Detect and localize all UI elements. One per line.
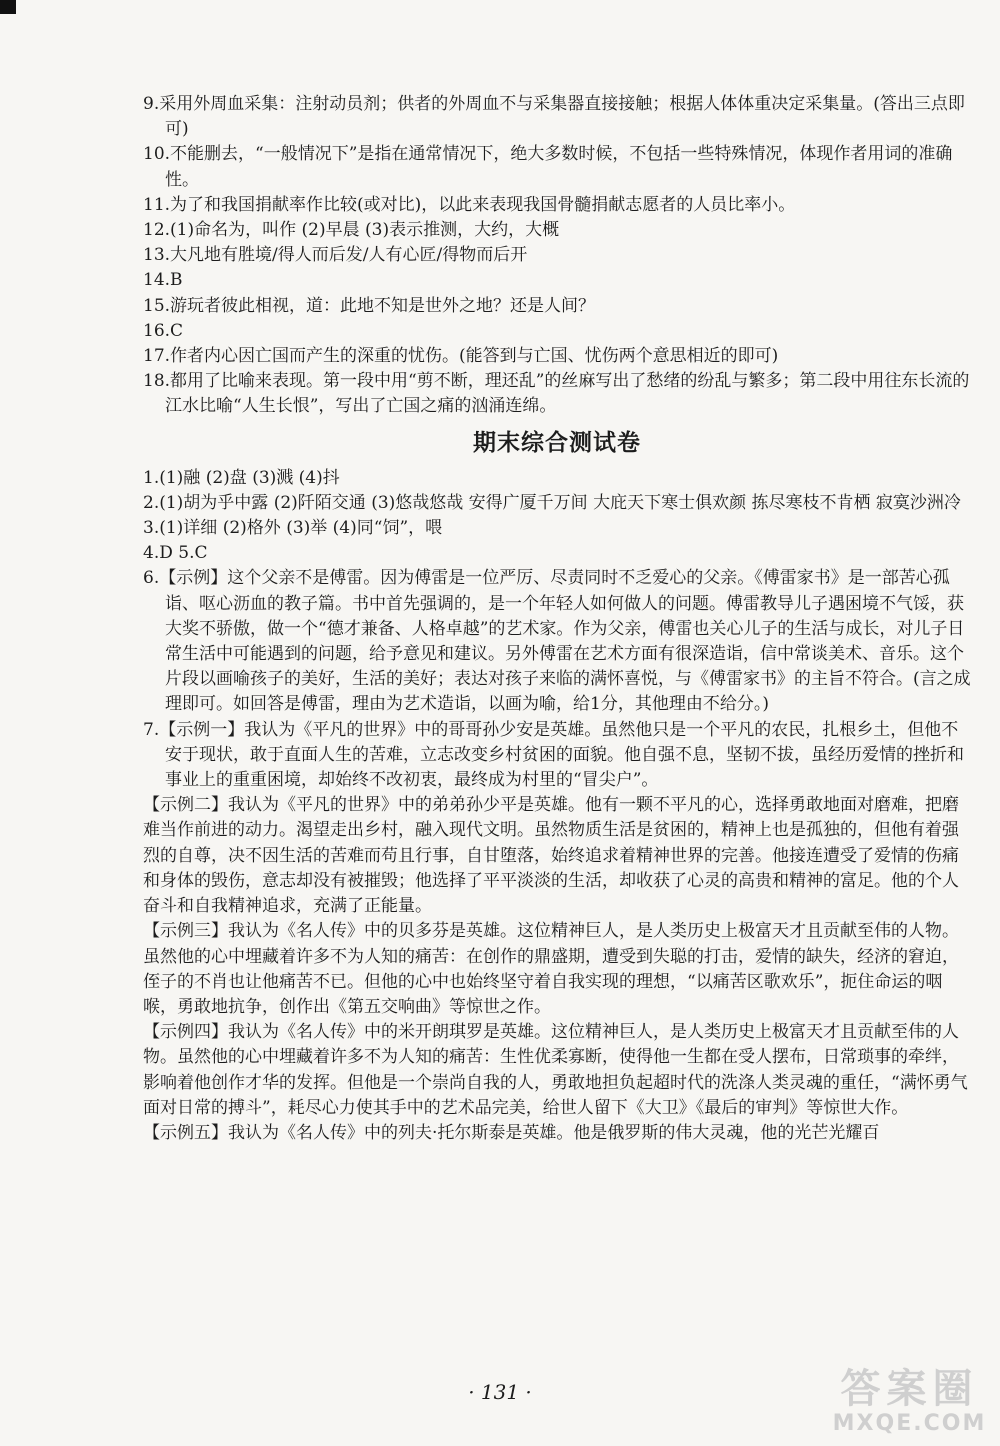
example-4: 【示例四】我认为《名人传》中的米开朗琪罗是英雄。这位精神巨人，是人类历史上极富天才且贡献至伟的人物。虽然他的心中埋藏着许多不为人知的痛苦：生性优柔寡断，使得他一生都在受人摆布，日常琐事的牵绊，影响着他创作才华的发挥。但他是一个崇尚自我的人，勇敢地担负起超时代的洗涤人类灵魂的重任，“满怀勇气面对日常的搏斗”，耗尽心力使其手中的艺术品完美，给世人留下《大卫》《最后的审判》等惊世大作。 [143,1022,968,1118]
watermark-text: 答案圈 [840,1366,979,1412]
watermark-url: MXQE.COM [832,1411,987,1436]
answer-12: 12.(1)命名为，叫作 (2)早晨 (3)表示推测，大约，大概 [143,220,560,241]
watermark-logo [822,1367,997,1439]
answer-15: 15.游玩者彼此相视，道：此地不知是世外之地？还是人间？ [143,295,596,316]
corner-mark [0,0,16,14]
example-2: 【示例二】我认为《平凡的世界》中的弟弟孙少平是英雄。他有一颗不平凡的心，选择勇敢地面对磨难，把磨难当作前进的动力。渴望走出乡村，融入现代文明。虽然物质生活是贫困的，精神上也是孤独的，但他有着强烈的自尊，决不因生活的苦难而苟且行事，自甘堕落，始终追求着精神世界的完善。他接连遭受了爱情的伤痛和身体的毁伤，意志却没有被摧毁；他选择了平平淡淡的生活，却收获了心灵的高贵和精神的富足。他的个人奋斗和自我精神追求，充满了正能量。 [143,795,959,917]
answer-18: 18.都用了比喻来表现。第一段中用“剪不断，理还乱”的丝麻写出了愁绪的纷乱与繁多；第二段中用往东长流的江水比喻“人生长恨”，写出了亡国之痛的汹涌连绵。 [143,371,970,417]
example-5: 【示例五】我认为《名人传》中的列夫·托尔斯泰是英雄。他是俄罗斯的伟大灵魂，他的光芒光耀百 [143,1122,880,1143]
answer-14: 14.B [143,270,183,291]
final-answer-4-5: 4.D 5.C [143,543,208,564]
final-answer-2: 2.(1)胡为乎中露 (2)阡陌交通 (3)悠哉悠哉 安得广厦千万间 大庇天下寒士俱欢颜 拣尽寒枝不肯栖 寂寞沙洲冷 [143,492,961,513]
answer-11: 11.为了和我国捐献率作比较(或对比)，以此来表现我国骨髓捐献志愿者的人员比率小。 [143,194,796,215]
answer-10: 10.不能删去，“一般情况下”是指在通常情况下，绝大多数时候，不包括一些特殊情况，体现作者用词的准确性。 [143,144,953,190]
answer-17: 17.作者内心因亡国而产生的深重的忧伤。(能答到与亡国、忧伤两个意思相近的即可) [143,346,779,367]
answer-13: 13.大凡地有胜境/得人而后发/人有心匠/得物而后开 [143,245,528,266]
section-title: 期末综合测试卷 [473,429,641,456]
page-number: · 131 · [468,1380,532,1404]
answer-16: 16.C [143,320,184,341]
final-answer-6: 6.【示例】这个父亲不是傅雷。因为傅雷是一位严厉、尽责同时不乏爱心的父亲。《傅雷家书》是一部苦心孤诣、呕心沥血的教子篇。书中首先强调的，是一个年轻人如何做人的问题。傅雷教导儿子遇困境不气馁，获大奖不骄傲，做一个“德才兼备、人格卓越”的艺术家。作为父亲，傅雷也关心儿子的生活与成长，对儿子日常生活中可能遇到的问题，给予意见和建议。另外傅雷在艺术方面有很深造诣，信中常谈美术、音乐。这个片段以画喻孩子的美好，生活的美好；表达对孩子来临的满怀喜悦，与《傅雷家书》的主旨不符合。(言之成理即可。如回答是傅雷，理由为艺术造诣，以画为喻，给1分，其他理由不给分。) [143,568,971,715]
final-answer-3: 3.(1)详细 (2)格外 (3)举 (4)同“饲”，喂 [143,518,443,539]
answer-9: 9.采用外周血采集：注射动员剂；供者的外周血不与采集器直接接触；根据人体体重决定采集量。(答出三点即可) [143,94,965,140]
final-answer-7-example-1: 7.【示例一】我认为《平凡的世界》中的哥哥孙少安是英雄。虽然他只是一个平凡的农民，扎根乡土，但他不安于现状，敢于直面人生的苦难，立志改变乡村贫困的面貌。他自强不息，坚韧不拔，虽经历爱情的挫折和事业上的重重困境，却始终不改初衷，最终成为村里的“冒尖户”。 [143,719,964,791]
page-content [143,92,971,1146]
example-3: 【示例三】我认为《名人传》中的贝多芬是英雄。这位精神巨人，是人类历史上极富天才且贡献至伟的人物。虽然他的心中埋藏着许多不为人知的痛苦：在创作的鼎盛期，遭受到失聪的打击，爱情的缺失，经济的窘迫，侄子的不肖也让他痛苦不已。但他的心中也始终坚守着自我实现的理想，“以痛苦区歌欢乐”，扼住命运的咽喉，勇敢地抗争，创作出《第五交响曲》等惊世之作。 [143,921,959,1017]
final-answer-1: 1.(1)融 (2)盘 (3)溅 (4)抖 [143,467,340,488]
